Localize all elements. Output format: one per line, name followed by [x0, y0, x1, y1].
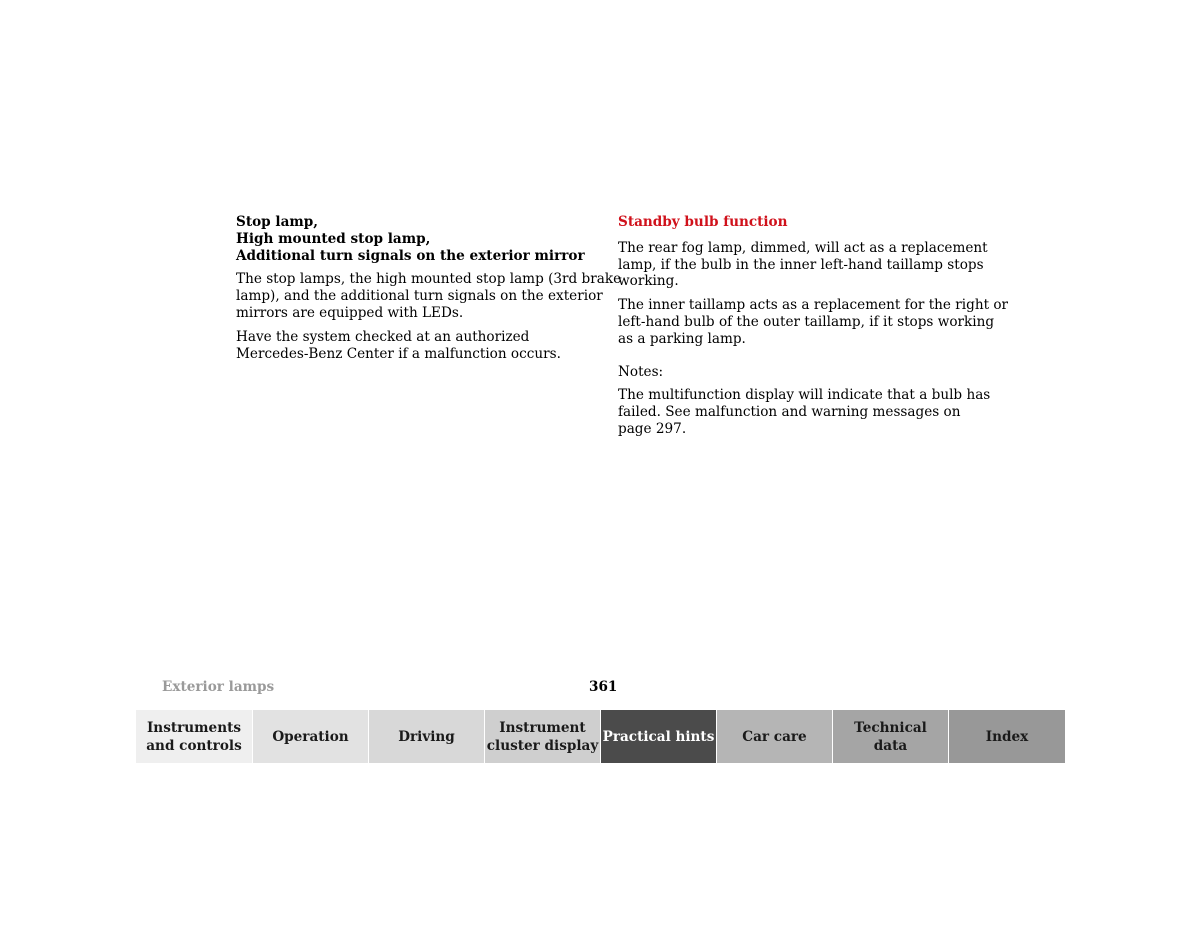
left-column — [236, 214, 622, 369]
chapter-navigation — [136, 710, 1065, 763]
text-line: Have the system checked at an authorized — [236, 328, 530, 345]
page-number: 361 — [589, 679, 618, 695]
tab-label-line: Technical — [854, 719, 927, 736]
tab-label: Operation — [272, 728, 349, 745]
tab-instruments-and-controls[interactable] — [136, 710, 253, 763]
text-line: The multifunction display will indicate that a bulb has — [618, 387, 991, 404]
section-heading-standby-bulb: Standby bulb function — [618, 214, 788, 230]
tab-car-care[interactable] — [717, 710, 833, 763]
right-column — [618, 214, 1009, 445]
tab-driving[interactable] — [369, 710, 485, 763]
text-line: page 297. — [618, 420, 687, 437]
text-line: lamp), and the additional turn signals on the exterior — [236, 288, 603, 305]
paragraph-fog-lamp — [618, 239, 988, 290]
tab-technical-data[interactable] — [833, 710, 949, 763]
tab-label: Car care — [742, 728, 807, 745]
tab-operation[interactable] — [253, 710, 369, 763]
text-line: The stop lamps, the high mounted stop lamp (3rd brake — [236, 271, 622, 288]
tab-label-line: data — [873, 737, 908, 754]
tab-index[interactable] — [949, 710, 1065, 763]
text-line: as a parking lamp. — [618, 330, 746, 347]
text-line: lamp, if the bulb in the inner left-hand taillamp stops — [618, 256, 984, 273]
text-line: left-hand bulb of the outer taillamp, if it stops working — [618, 313, 995, 330]
tab-label-line: Instruments — [146, 719, 242, 736]
text-line: failed. See malfunction and warning messages on — [618, 404, 961, 421]
section-heading-stop-lamp — [236, 214, 596, 264]
text-line: The rear fog lamp, dimmed, will act as a replacement — [618, 239, 988, 256]
heading-line: Stop lamp, — [236, 214, 318, 230]
paragraph-inner-taillamp — [618, 297, 1009, 347]
tab-label: Driving — [398, 728, 455, 745]
notes-label: Notes: — [618, 363, 664, 380]
heading-line: High mounted stop lamp, — [236, 230, 431, 247]
tab-label: Practical hints — [602, 728, 715, 745]
text-line: The inner taillamp acts as a replacement for the right or — [618, 297, 1009, 314]
tab-label-line: Instrument — [499, 719, 586, 736]
tab-practical-hints[interactable] — [601, 710, 717, 763]
text-line: mirrors are equipped with LEDs. — [236, 304, 464, 321]
tab-label: Index — [985, 728, 1029, 745]
tab-label-line: and controls — [146, 737, 242, 754]
footer-section-title: Exterior lamps — [162, 679, 275, 695]
tab-instrument-cluster-display[interactable] — [485, 710, 601, 763]
paragraph-service-advice — [236, 329, 596, 363]
text-line: working. — [618, 273, 679, 290]
paragraph-multifunction-display — [618, 387, 991, 437]
tab-label-line: cluster display — [486, 737, 599, 754]
paragraph-led-info — [236, 271, 622, 321]
text-line: Mercedes-Benz Center if a malfunction occurs. — [236, 345, 561, 362]
heading-line: Additional turn signals on the exterior mirror — [236, 247, 585, 264]
